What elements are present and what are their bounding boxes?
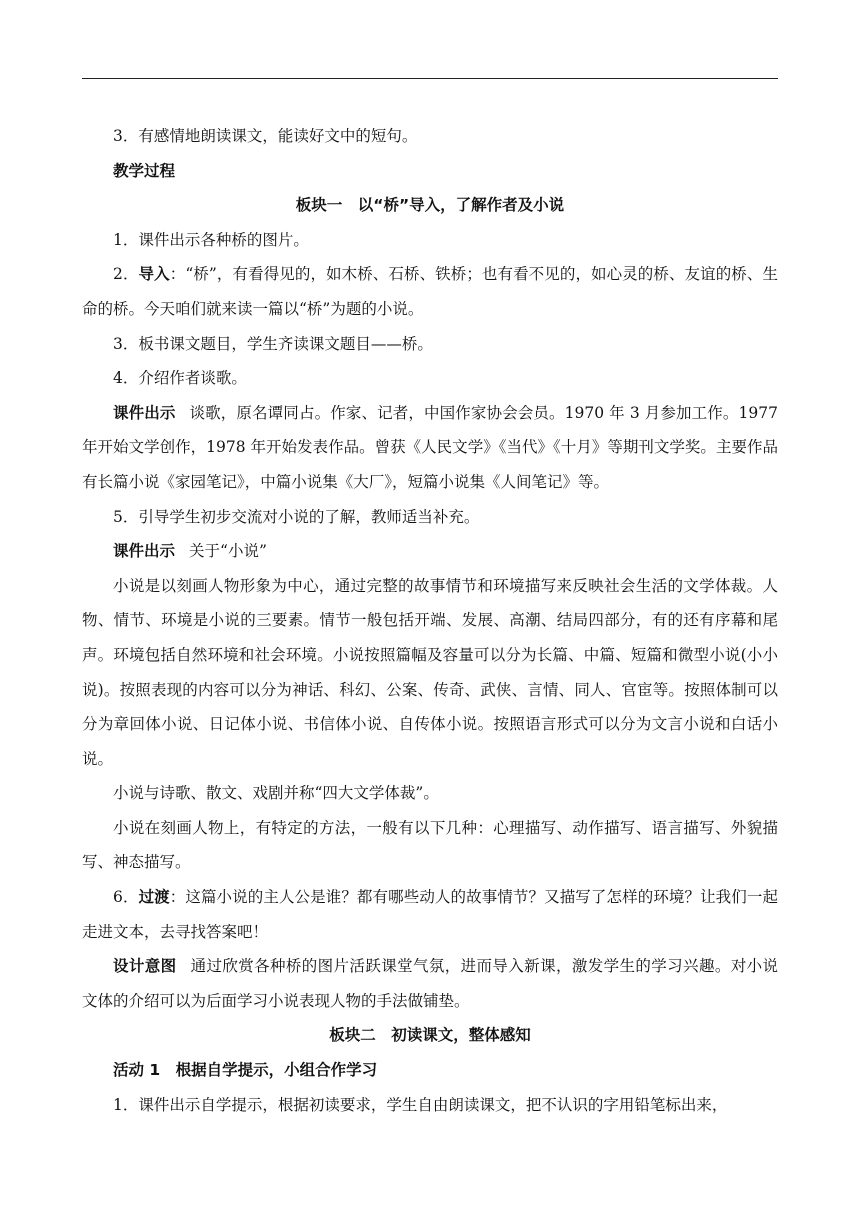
step-6-label: 过渡	[138, 888, 170, 907]
objective-3: 3．有感情地朗读课文，能读好文中的短句。	[113, 127, 418, 145]
courseware-author-text: 谈歌，原名谭同占。作家、记者，中国作家协会会员。1970 年 3 月参加工作。1977 年开始文学创作，1978 年开始发表作品。曾获《人民文学》《当代》《十月》等期刊文学奖。主要作品有长篇小说《家园笔记》，中篇小说集《大厂》，短篇小说集《人间笔记》等。	[82, 403, 778, 491]
courseware-label: 课件出示	[113, 542, 176, 561]
step-4: 4．介绍作者谈歌。	[113, 369, 247, 388]
block1-title: 板块一 以“桥”导入，了解作者及小说	[295, 196, 565, 215]
header-rule	[82, 78, 778, 79]
step-6-number: 6．	[113, 888, 139, 907]
step-2-number: 2．	[113, 265, 139, 284]
activity-1-step-1: 1．课件出示自学提示，根据初读要求，学生自由朗读课文，把不认识的字用铅笔标出来，	[113, 1095, 728, 1114]
step-6	[82, 880, 778, 949]
novel-paragraph-3: 小说在刻画人物上，有特定的方法，一般有以下几种：心理描写、动作描写、语言描写、外貌描写、神态描写。	[82, 818, 778, 872]
document-body	[82, 119, 778, 1122]
block2-title: 板块二 初读课文，整体感知	[329, 1026, 531, 1045]
step-2	[82, 257, 778, 326]
step-1: 1．课件出示各种桥的图片。	[113, 230, 309, 249]
step-2-text: ：“桥”，有看得见的，如木桥、石桥、铁桥；也有看不见的，如心灵的桥、友谊的桥、生命的桥。今天咱们就来读一篇以“桥”为题的小说。	[82, 265, 778, 318]
step-3: 3．板书课文题目，学生齐读课文题目——桥。	[113, 334, 433, 353]
novel-paragraph-1: 小说是以刻画人物形象为中心，通过完整的故事情节和环境描写来反映社会生活的文学体裁。人物、情节、环境是小说的三要素。情节一般包括开端、发展、高潮、结局四部分，有的还有序幕和尾声。环境包括自然环境和社会环境。小说按照篇幅及容量可以分为长篇、中篇、短篇和微型小说(小小说)。按照表现的内容可以分为神话、科幻、公案、传奇、武侠、言情、同人、官宦等。按照体制可以分为章回体小说、日记体小说、书信体小说、自传体小说。按照语言形式可以分为文言小说和白话小说。	[82, 576, 778, 768]
courseware-author	[82, 396, 778, 500]
design-intent-label: 设计意图	[113, 957, 177, 976]
step-2-label: 导入	[138, 265, 170, 284]
step-5: 5．引导学生初步交流对小说的了解，教师适当补充。	[113, 507, 480, 526]
design-intent	[82, 949, 778, 1018]
activity-1-heading: 活动 1 根据自学提示，小组合作学习	[113, 1061, 378, 1080]
courseware-novel-title: 关于“小说”	[189, 542, 267, 561]
step-6-text: ：这篇小说的主人公是谁？都有哪些动人的故事情节？又描写了怎样的环境？让我们一起走进文本，去寻找答案吧！	[82, 888, 778, 941]
design-intent-text: 通过欣赏各种桥的图片活跃课堂气氛，进而导入新课，激发学生的学习兴趣。对小说文体的介绍可以为后面学习小说表现人物的手法做铺垫。	[82, 957, 778, 1010]
novel-paragraph-2: 小说与诗歌、散文、戏剧并称“四大文学体裁”。	[113, 784, 439, 803]
courseware-novel	[82, 534, 778, 569]
courseware-label: 课件出示	[113, 403, 176, 422]
teaching-process-heading: 教学过程	[113, 161, 176, 180]
